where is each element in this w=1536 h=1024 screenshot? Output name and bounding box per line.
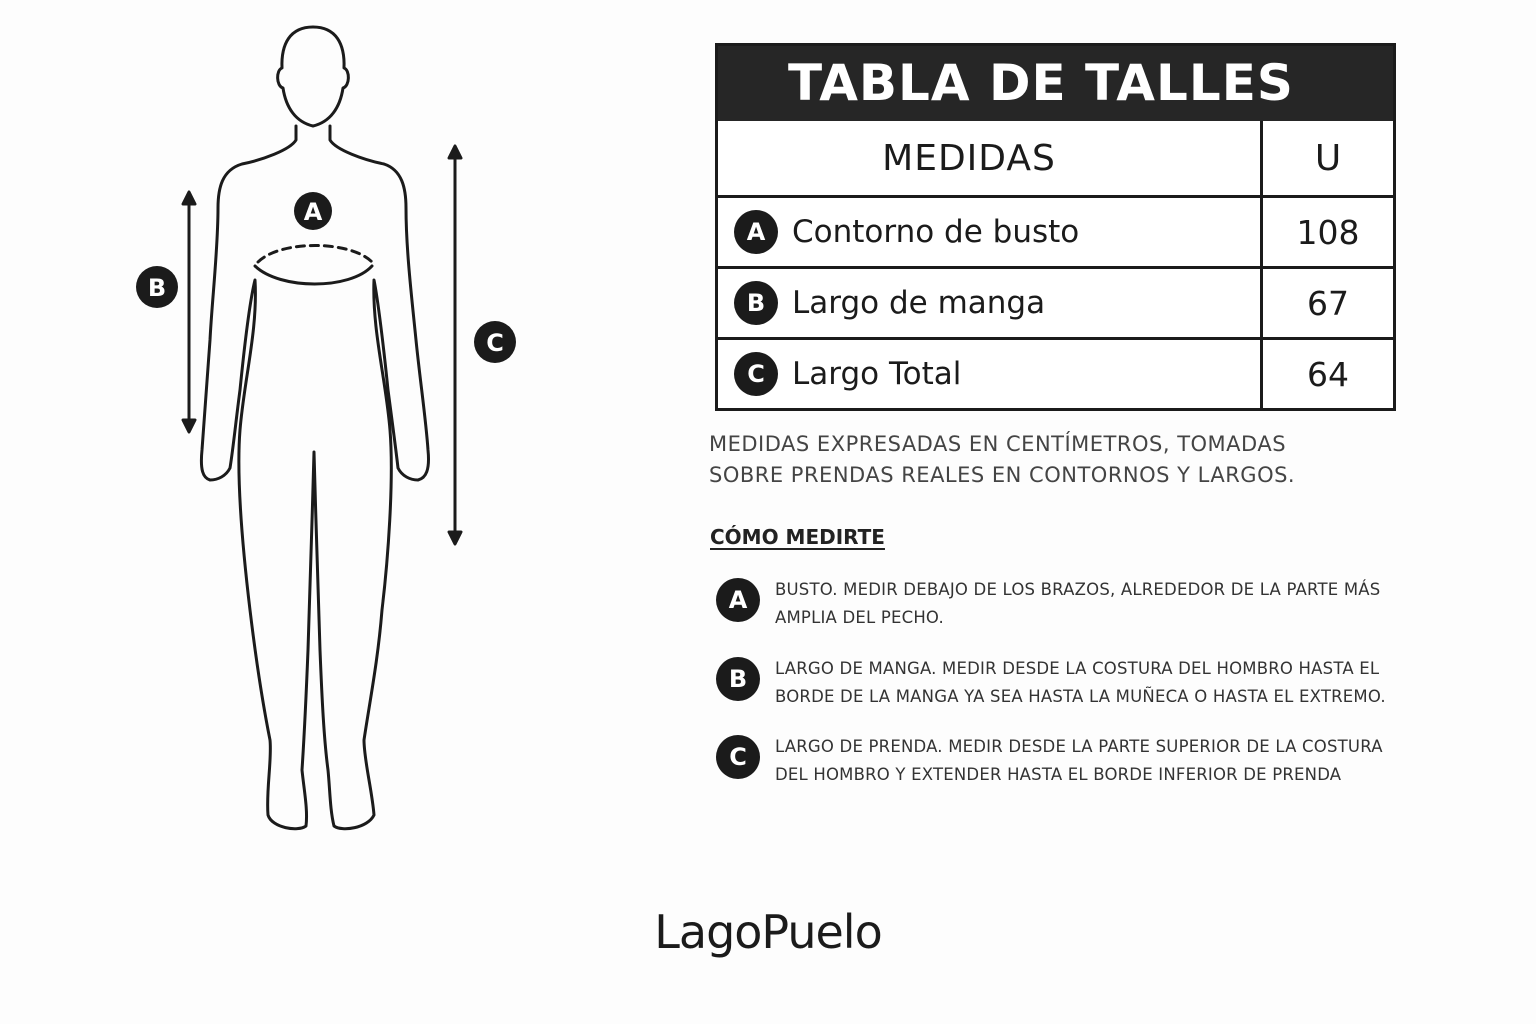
row-value-sleeve: 67 (1307, 283, 1349, 323)
row-badge-b: B (734, 281, 778, 325)
header-size-label: U (1314, 137, 1342, 179)
header-measures-label: MEDIDAS (718, 121, 1263, 195)
svg-text:A: A (303, 198, 323, 226)
row-badge-a: A (734, 210, 778, 254)
how-to-measure-title: CÓMO MEDIRTE (710, 525, 885, 549)
row-badge-c: C (734, 352, 778, 396)
instruction-badge-c: C (716, 735, 760, 779)
figure-badge-b (136, 266, 178, 308)
row-label-sleeve: Largo de manga (792, 285, 1046, 321)
bust-line (255, 266, 372, 284)
table-header-row (718, 121, 1393, 195)
row-value-bust: 108 (1296, 212, 1360, 252)
table-row-total-length (718, 337, 1393, 408)
svg-text:B: B (147, 274, 167, 302)
bust-dashed-line (258, 246, 372, 263)
instruction-bust: A BUSTO. MEDIR DEBAJO DE LOS BRAZOS, ALREDEDOR DE LA PARTE MÁS AMPLIA DEL PECHO. (716, 576, 1476, 632)
row-label-total-length: Largo Total (792, 356, 962, 392)
brand-logo: LagoPuelo (654, 905, 882, 959)
instruction-badge-b: B (716, 657, 760, 701)
svg-text:C: C (486, 329, 504, 357)
table-row-bust (718, 195, 1393, 266)
instruction-garment-length: C LARGO DE PRENDA. MEDIR DESDE LA PARTE SUPERIOR DE LA COSTURA DEL HOMBRO Y EXTENDER HASTA EL BORDE INFERIOR DE PRENDA (716, 733, 1476, 789)
row-label-bust: Contorno de busto (792, 214, 1080, 250)
row-value-total-length: 64 (1307, 354, 1349, 394)
instruction-sleeve: B LARGO DE MANGA. MEDIR DESDE LA COSTURA DEL HOMBRO HASTA EL BORDE DE LA MANGA YA SEA HASTA LA MUÑECA O HASTA EL EXTREMO. (716, 655, 1476, 711)
table-title: TABLA DE TALLES (718, 46, 1393, 121)
measurement-note: MEDIDAS EXPRESADAS EN CENTÍMETROS, TOMADAS SOBRE PRENDAS REALES EN CONTORNOS Y LARGOS. (709, 432, 1296, 487)
figure-badge-c (474, 321, 516, 363)
figure-body-outline (201, 126, 428, 829)
body-figure (0, 0, 700, 880)
instruction-badge-a: A (716, 578, 760, 622)
figure-badge-a (294, 192, 332, 230)
figure-head (278, 27, 349, 126)
size-table (715, 43, 1396, 411)
table-row-sleeve (718, 266, 1393, 337)
